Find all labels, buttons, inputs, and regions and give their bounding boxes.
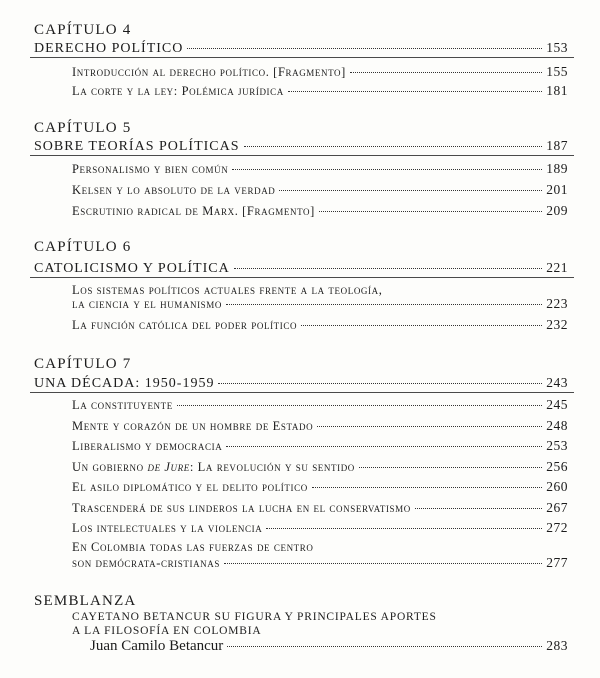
dot-leader — [279, 189, 542, 191]
toc-entry — [72, 479, 568, 495]
entry-title: Los intelectuales y la violencia — [72, 521, 263, 535]
section-title: CATOLICISMO Y POLÍTICA — [34, 261, 230, 276]
page-number: 243 — [546, 375, 568, 390]
dot-leader — [226, 445, 542, 447]
section-rule — [30, 392, 574, 393]
page-number: 260 — [546, 479, 568, 494]
toc-entry — [72, 161, 568, 177]
page-number: 223 — [546, 296, 568, 311]
section-rule — [30, 277, 574, 278]
dot-leader — [317, 425, 542, 427]
toc-entry — [72, 83, 568, 99]
toc-entry — [72, 296, 568, 312]
entry-title-line: En Colombia todas las fuerzas de centro — [72, 540, 314, 554]
toc-entry — [72, 459, 568, 475]
chapter-heading: CAPÍTULO 4 — [34, 22, 132, 38]
page-number: 248 — [546, 418, 568, 433]
dot-leader — [224, 562, 542, 564]
section-rule — [30, 57, 574, 58]
section-row — [34, 260, 568, 277]
entry-title: Introducción al derecho político. [Fragmento] — [72, 65, 346, 79]
toc-entry — [72, 397, 568, 413]
page-number: 283 — [546, 638, 568, 653]
entry-title-part: : La revolución y su sentido — [189, 460, 355, 474]
dot-leader — [177, 404, 542, 406]
dot-leader — [227, 645, 542, 647]
page-number: 277 — [546, 555, 568, 570]
page-number: 232 — [546, 317, 568, 332]
entry-title: son demócrata-cristianas — [72, 556, 220, 570]
page-number: 201 — [546, 182, 568, 197]
page-number: 272 — [546, 520, 568, 535]
entry-title: Kelsen y lo absoluto de la verdad — [72, 183, 276, 197]
page-number: 155 — [546, 64, 568, 79]
entry-title: La función católica del poder político — [72, 318, 298, 332]
toc-entry — [72, 418, 568, 434]
page-number: 189 — [546, 161, 568, 176]
section-row — [34, 138, 568, 155]
dot-leader — [350, 71, 542, 73]
toc-entry — [72, 500, 568, 516]
page-number: 221 — [546, 260, 568, 275]
entry-title: Personalismo y bien común — [72, 162, 229, 176]
chapter-heading: CAPÍTULO 6 — [34, 239, 132, 255]
section-row — [34, 375, 568, 392]
toc-entry — [72, 317, 568, 333]
entry-title-line: Los sistemas políticos actuales frente a la teología, — [72, 283, 383, 297]
dot-leader — [288, 90, 542, 92]
dot-leader — [301, 324, 542, 326]
semblanza-heading: SEMBLANZA — [34, 593, 137, 609]
toc-entry — [72, 64, 568, 80]
section-row — [34, 40, 568, 57]
chapter-heading: CAPÍTULO 5 — [34, 120, 132, 136]
page-number: 267 — [546, 500, 568, 515]
entry-title: Liberalismo y democracia — [72, 439, 223, 453]
page-number: 187 — [546, 138, 568, 153]
entry-title: Trascenderá de sus linderos la lucha en el conservatismo — [72, 501, 411, 515]
entry-title: La constituyente — [72, 398, 173, 412]
semblanza-title-line: A LA FILOSOFÍA EN COLOMBIA — [72, 625, 262, 637]
page-number: 256 — [546, 459, 568, 474]
entry-title: La corte y la ley: Polémica jurídica — [72, 84, 284, 98]
toc-entry — [72, 555, 568, 571]
dot-leader — [234, 267, 543, 269]
toc-entry — [72, 203, 568, 219]
author-name: Juan Camilo Betancur — [90, 638, 224, 654]
entry-title: la ciencia y el humanismo — [72, 297, 222, 311]
dot-leader — [415, 507, 542, 509]
page-number: 181 — [546, 83, 568, 98]
entry-title: Escrutinio radical de Marx. [Fragmento] — [72, 204, 315, 218]
dot-leader — [266, 527, 542, 529]
dot-leader — [359, 466, 542, 468]
dot-leader — [218, 382, 542, 384]
page-number: 253 — [546, 438, 568, 453]
dot-leader — [319, 210, 542, 212]
section-rule — [30, 155, 574, 156]
section-title: UNA DÉCADA: 1950-1959 — [34, 376, 215, 391]
toc-entry — [72, 182, 568, 198]
chapter-heading: CAPÍTULO 7 — [34, 356, 132, 372]
toc-entry — [72, 520, 568, 536]
dot-leader — [187, 47, 542, 49]
dot-leader — [232, 168, 542, 170]
entry-title-part: Un gobierno — [72, 460, 148, 474]
dot-leader — [244, 145, 543, 147]
page-number: 245 — [546, 397, 568, 412]
semblanza-author-row — [90, 638, 568, 655]
entry-title: Mente y corazón de un hombre de Estado — [72, 419, 314, 433]
page-number: 209 — [546, 203, 568, 218]
section-title: SOBRE TEORÍAS POLÍTICAS — [34, 139, 240, 154]
dot-leader — [226, 303, 542, 305]
toc-entry — [72, 438, 568, 454]
page-number: 153 — [546, 40, 568, 55]
semblanza-title-line: CAYETANO BETANCUR SU FIGURA Y PRINCIPALES APORTES — [72, 611, 437, 623]
dot-leader — [312, 486, 542, 488]
entry-title — [72, 460, 355, 475]
entry-title-italic: de Jure — [147, 460, 190, 474]
entry-title: El asilo diplomático y el delito político — [72, 480, 308, 494]
section-title: DERECHO POLÍTICO — [34, 41, 184, 56]
